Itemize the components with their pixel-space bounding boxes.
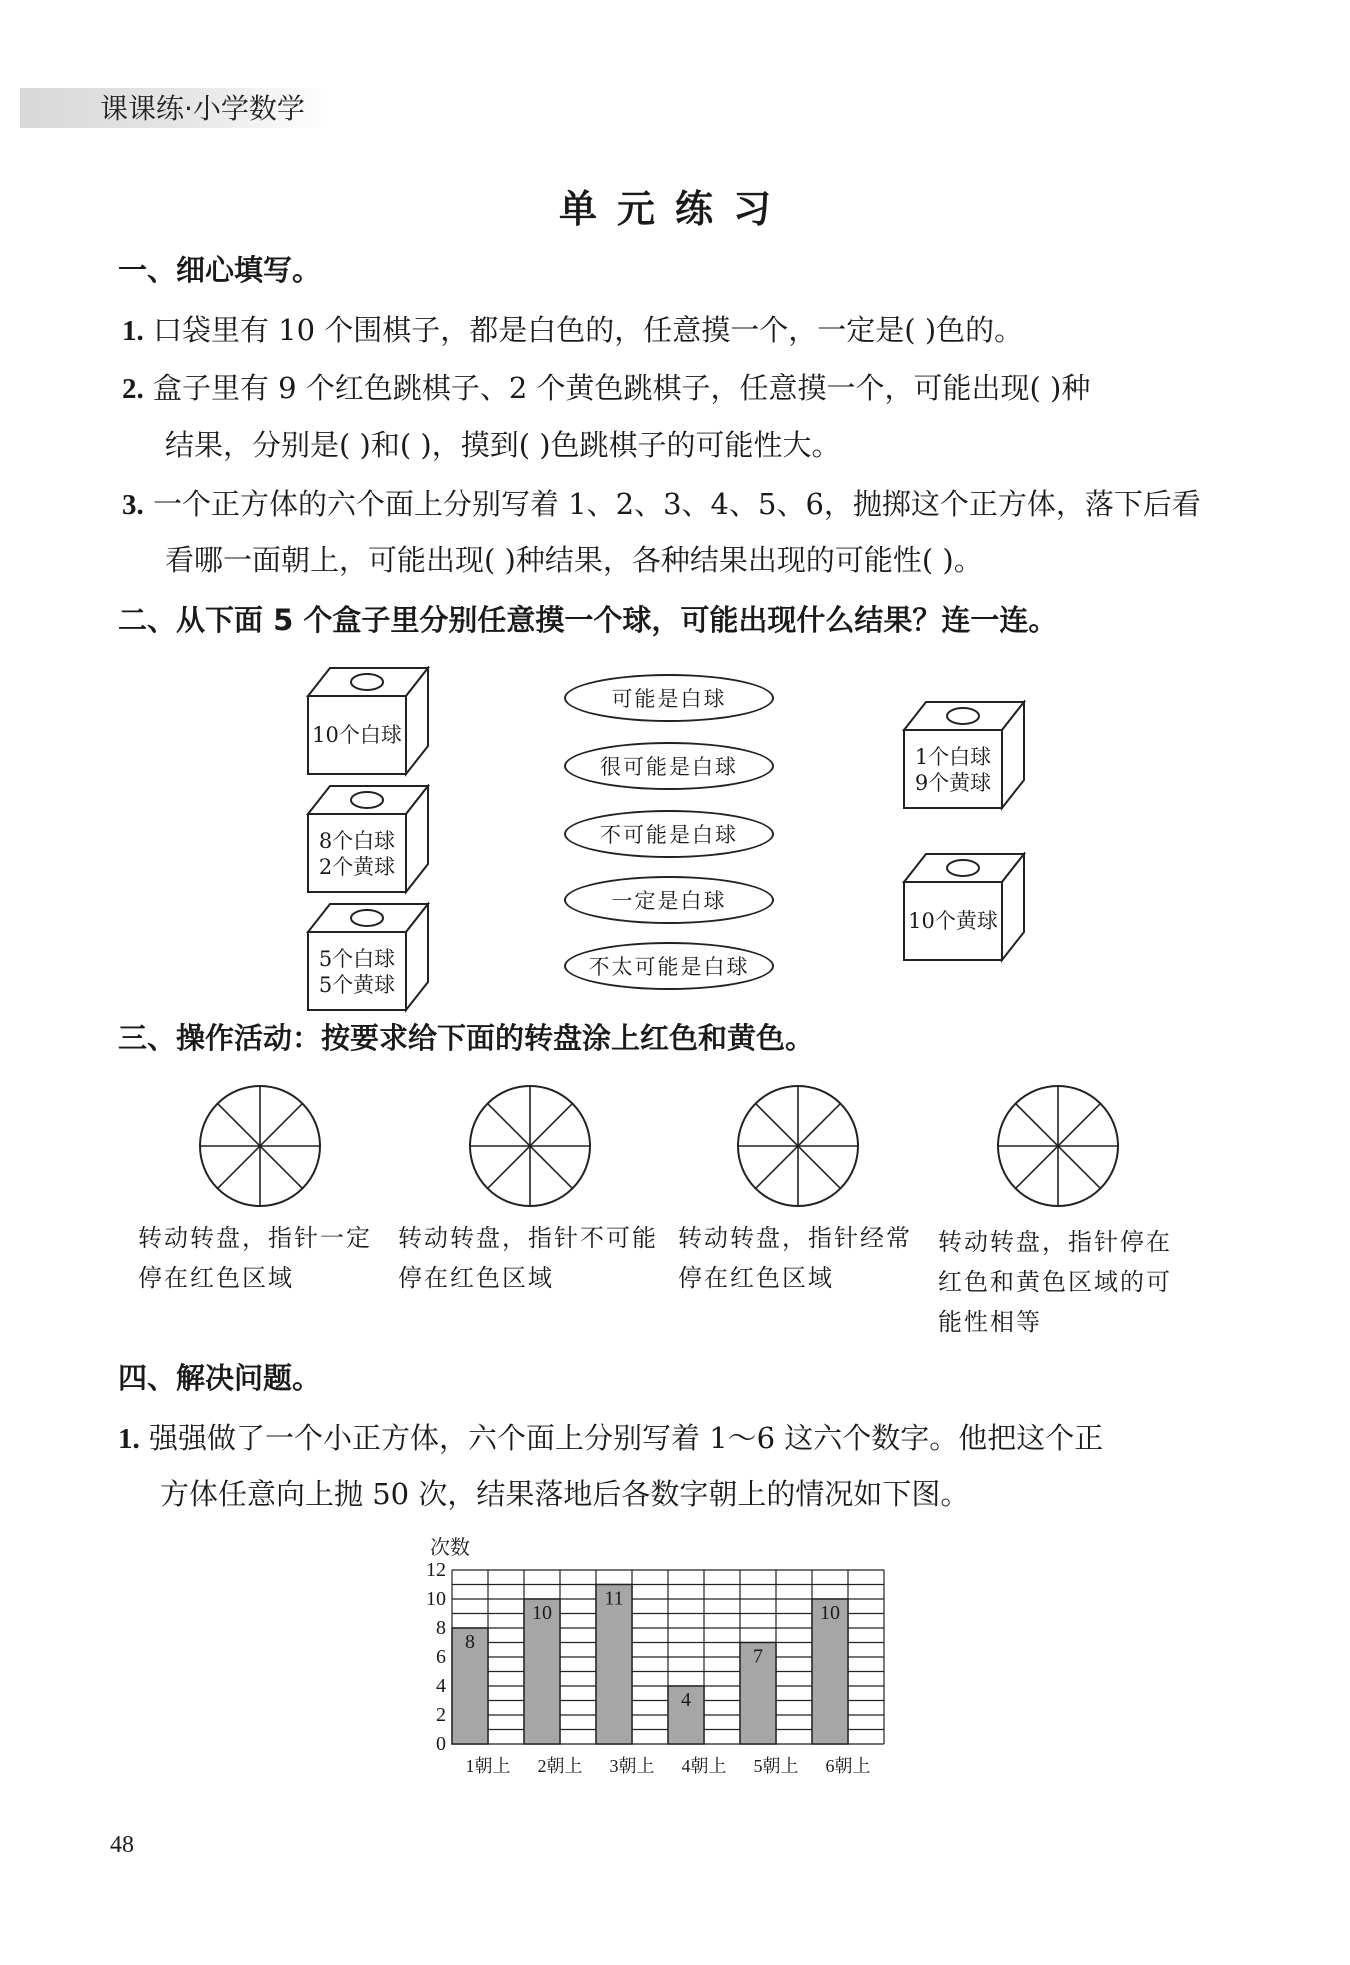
box-left-3-label: 5个白球 5个黄球 xyxy=(318,947,396,997)
box-left-2 xyxy=(300,784,430,896)
oval-option[interactable]: 不可能是白球 xyxy=(564,810,774,858)
q2-line1: 盒子里有 9 个红色跳棋子、2 个黄色跳棋子，任意摸一个，可能出现( )种 xyxy=(152,371,1091,405)
q1-text: 口袋里有 10 个围棋子，都是白色的，任意摸一个，一定是( )色的。 xyxy=(152,313,1024,347)
spinner-4-caption: 转动转盘，指针停在红色和黄色区域的可能性相等 xyxy=(938,1228,1172,1336)
spinner-2-caption: 转动转盘，指针不可能停在红色区域 xyxy=(398,1224,658,1292)
section2-heading: 二、从下面 5 个盒子里分别任意摸一个球，可能出现什么结果？连一连。 xyxy=(118,603,1058,637)
y-tick-label: 12 xyxy=(426,1559,446,1581)
y-tick-label: 8 xyxy=(436,1617,446,1639)
y-tick-label: 2 xyxy=(436,1704,446,1726)
box-left-2-label: 8个白球 2个黄球 xyxy=(318,829,396,879)
spinner-2[interactable] xyxy=(460,1076,600,1216)
spinner-4[interactable] xyxy=(988,1076,1128,1216)
q2-number: 2. xyxy=(122,373,144,405)
spinner-3-caption: 转动转盘，指针经常停在红色区域 xyxy=(678,1224,912,1292)
x-tick-label: 4朝上 xyxy=(681,1756,727,1776)
q3-number: 3. xyxy=(122,489,144,521)
page-title: 单元练习 xyxy=(558,187,791,231)
box-right-2-label: 10个黄球 xyxy=(908,909,998,933)
box-left-1 xyxy=(300,666,430,778)
spinner-1-caption: 转动转盘，指针一定停在红色区域 xyxy=(138,1224,372,1292)
q3-line1: 一个正方体的六个面上分别写着 1、2、3、4、5、6，抛掷这个正方体，落下后看 xyxy=(152,487,1201,521)
section3-heading: 三、操作活动：按要求给下面的转盘涂上红色和黄色。 xyxy=(118,1021,815,1055)
y-tick-label: 0 xyxy=(436,1733,446,1755)
box-left-1-label: 10个白球 xyxy=(312,723,402,747)
bar-value-label: 8 xyxy=(465,1631,475,1653)
box-right-1 xyxy=(896,700,1026,812)
section1-q3-line1 xyxy=(122,484,1201,525)
chart-yticks xyxy=(426,1559,446,1755)
page-number: 48 xyxy=(110,1832,134,1858)
section1-q1 xyxy=(122,310,1023,351)
y-tick-label: 4 xyxy=(436,1675,446,1697)
section4-heading: 四、解决问题。 xyxy=(118,1361,322,1395)
s4q1-number: 1. xyxy=(118,1423,140,1455)
section1-heading: 一、细心填写。 xyxy=(118,253,322,287)
x-tick-label: 2朝上 xyxy=(537,1756,583,1776)
x-tick-label: 3朝上 xyxy=(609,1756,655,1776)
y-axis-label: 次数 xyxy=(430,1537,470,1559)
section4-q1-line1 xyxy=(118,1418,1103,1459)
bar-value-label: 10 xyxy=(532,1602,552,1624)
oval-option[interactable]: 可能是白球 xyxy=(564,674,774,722)
y-tick-label: 6 xyxy=(436,1646,446,1668)
header-text: 课课练·小学数学 xyxy=(100,92,305,125)
box-right-2 xyxy=(896,852,1026,964)
bar-value-label: 4 xyxy=(681,1689,691,1711)
q1-number: 1. xyxy=(122,315,144,347)
q2-line2: 结果，分别是( )和( )，摸到( )色跳棋子的可能性大。 xyxy=(165,428,841,462)
spinner-3[interactable] xyxy=(728,1076,868,1216)
chart-bars xyxy=(452,1585,848,1745)
oval-option[interactable]: 很可能是白球 xyxy=(564,742,774,790)
bar-chart xyxy=(400,1528,920,1788)
oval-option[interactable]: 不太可能是白球 xyxy=(564,942,774,990)
s4q1-line1: 强强做了一个小正方体，六个面上分别写着 1～6 这六个数字。他把这个正 xyxy=(148,1421,1104,1455)
bar-value-label: 11 xyxy=(604,1587,624,1610)
chart-xticks xyxy=(466,1756,871,1776)
oval-option[interactable]: 一定是白球 xyxy=(564,876,774,924)
box-left-3 xyxy=(300,902,430,1014)
section1-q2-line1 xyxy=(122,368,1090,409)
bar-value-label: 7 xyxy=(753,1645,763,1668)
y-tick-label: 10 xyxy=(426,1588,446,1610)
spinner-1[interactable] xyxy=(190,1076,330,1216)
box-right-1-label: 1个白球 9个黄球 xyxy=(914,745,992,795)
s4q1-line2: 方体任意向上抛 50 次，结果落地后各数字朝上的情况如下图。 xyxy=(160,1477,970,1511)
x-tick-label: 1朝上 xyxy=(465,1756,511,1776)
bar-value-label: 10 xyxy=(820,1602,840,1624)
x-tick-label: 6朝上 xyxy=(825,1756,871,1776)
q3-line2: 看哪一面朝上，可能出现( )种结果，各种结果出现的可能性( )。 xyxy=(165,543,983,577)
x-tick-label: 5朝上 xyxy=(753,1756,799,1776)
